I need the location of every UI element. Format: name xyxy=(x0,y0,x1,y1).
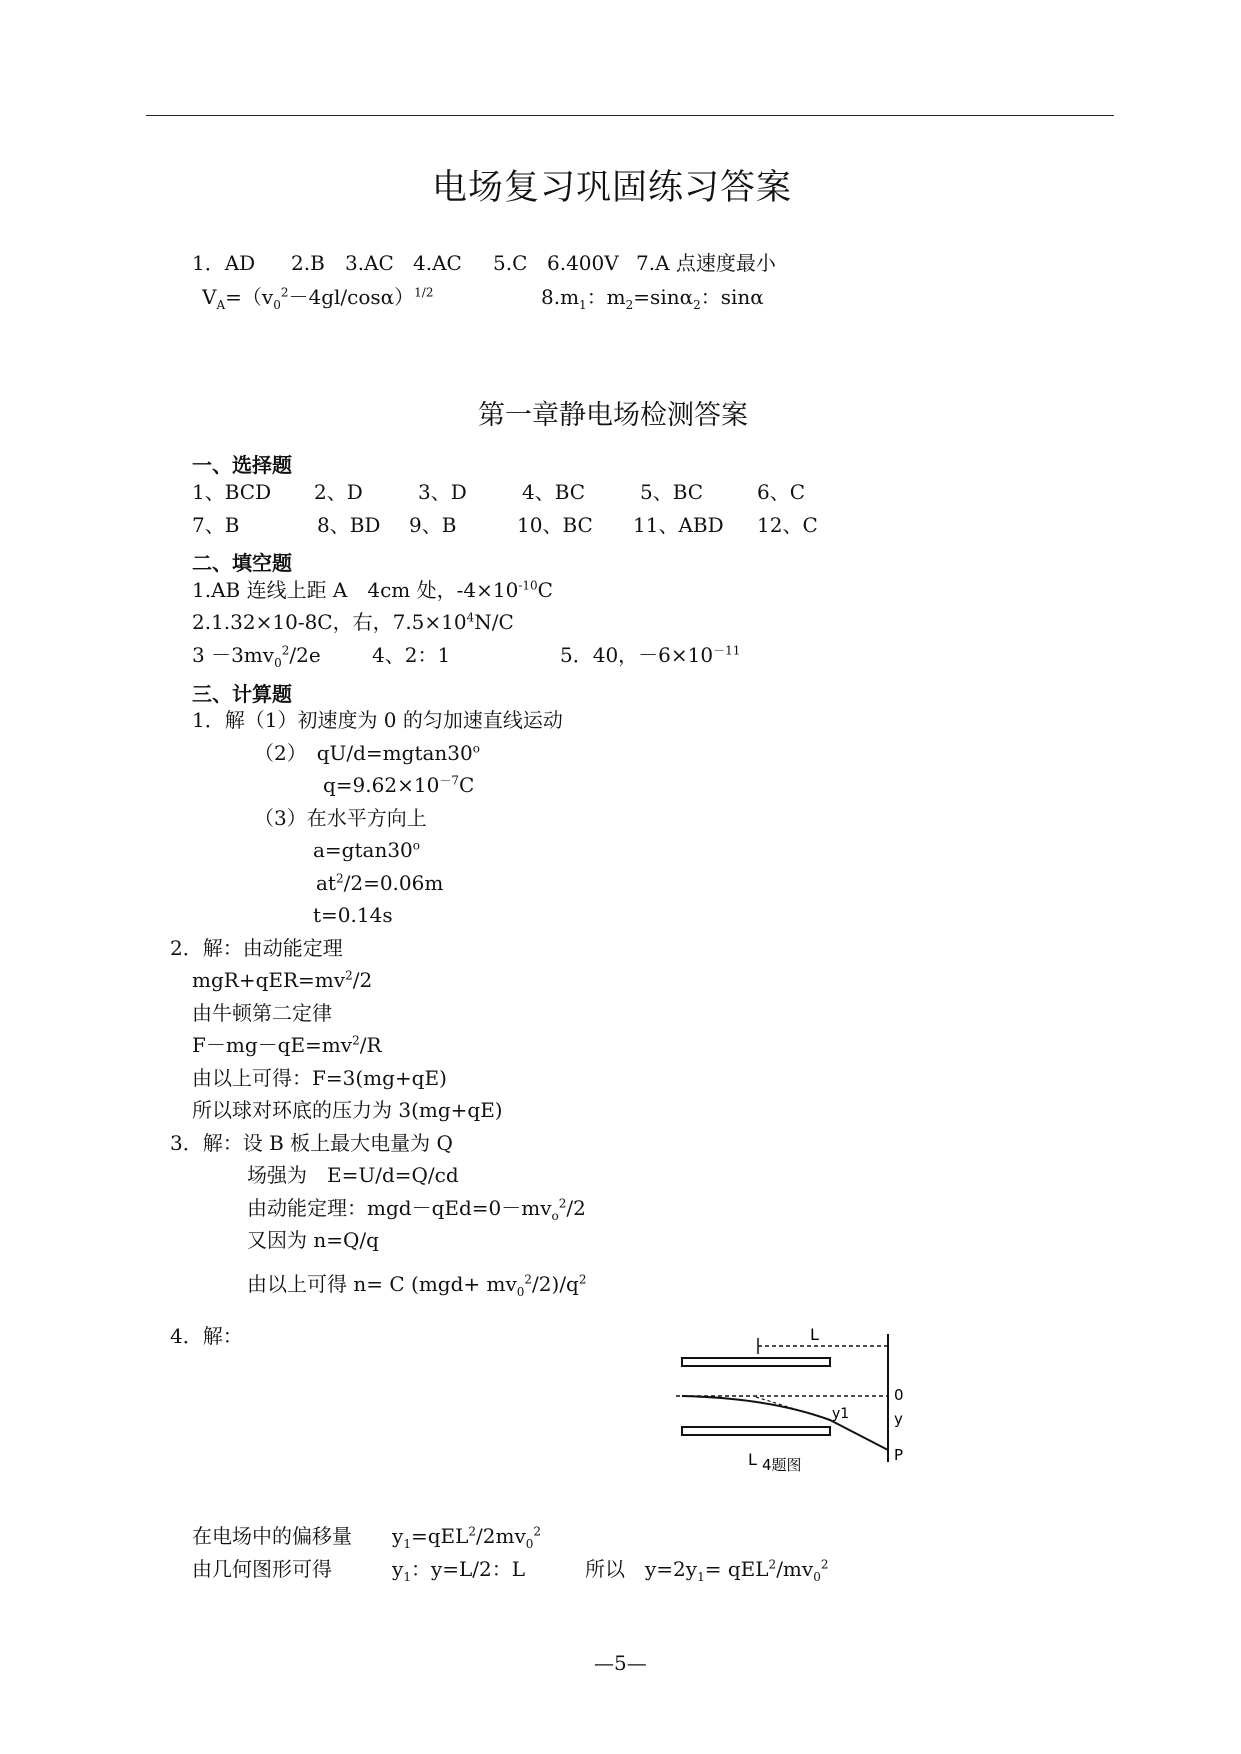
section-fill-heading: 二、填空题 xyxy=(192,551,292,575)
page-number: —5— xyxy=(594,1651,647,1675)
calc-1-line: （3）在水平方向上 xyxy=(254,806,427,830)
choice-answer: 7、B xyxy=(192,513,240,537)
choice-answer: 3、D xyxy=(418,480,467,504)
upper-plate xyxy=(682,1358,830,1366)
section-choice-heading: 一、选择题 xyxy=(192,453,292,477)
choice-answer: 11、ABD xyxy=(633,513,724,537)
review-answer-1: 1．AD xyxy=(192,251,256,275)
calc-4-line: 由几何图形可得 $y_1$：y=L/2：L xyxy=(192,1557,526,1584)
lower-plate xyxy=(682,1427,830,1435)
review-answer-2: 2.B xyxy=(291,251,325,275)
calc-2-line: 所以球对环底的压力为 3(mg+qE) xyxy=(192,1098,503,1122)
top-rule xyxy=(146,115,1114,116)
choice-answer: 4、BC xyxy=(522,480,586,504)
calc-4-line: 在电场中的偏移量 $y_1=qEL^2/2mv_0^2$ xyxy=(192,1524,542,1551)
review-answer-va: $V_A=(v_0^2-4gl/\cos\alpha)^{1/2}$ xyxy=(202,285,434,312)
label-y1: y1 xyxy=(832,1406,850,1422)
choice-answer: 2、D xyxy=(314,480,363,504)
label-y: y xyxy=(894,1410,903,1428)
calc-2-line: 由牛顿第二定律 xyxy=(192,1001,332,1025)
fill-answer-2: 2.1.32×10-8C，右，$7.5\times 10^4N/C$ xyxy=(192,610,514,634)
section-calc-heading: 三、计算题 xyxy=(192,682,292,706)
choice-answer: 9、B xyxy=(409,513,457,537)
label-L-bottom: L xyxy=(748,1450,757,1469)
calc-3-line: 又因为 n=Q/q xyxy=(247,1228,379,1252)
choice-answer: 1、BCD xyxy=(192,480,272,504)
review-answer-7: 7.A 点速度最小 xyxy=(636,251,776,275)
choice-answer: 5、BC xyxy=(640,480,704,504)
review-answer-3: 3.AC xyxy=(345,251,394,275)
trajectory-curve xyxy=(682,1396,888,1450)
label-0: 0 xyxy=(894,1386,904,1404)
label-L-top: L xyxy=(810,1325,819,1344)
review-answer-5: 5.C xyxy=(493,251,528,275)
calc-1-line: $at^2/2=0.06m$ xyxy=(316,871,444,895)
calc-2-line: 由以上可得：F=3(mg+qE) xyxy=(192,1066,447,1090)
fill-answer-5: 5．40，$-6\times 10^{-11}$ xyxy=(560,643,741,667)
fill-answer-4: 4、2：1 xyxy=(372,643,451,667)
fill-answer-1: 1.AB 连线上距 A 4cm 处，$-4\times 10^{-10}C$ xyxy=(192,578,553,602)
calc-3-line: 由以上可得 n= C $(mgd+ mv_0^2/2)/q^2$ xyxy=(247,1272,587,1299)
page-title: 电场复习巩固练习答案 xyxy=(432,168,793,208)
calc-1-line: t=0.14s xyxy=(313,903,393,927)
review-answer-4: 4.AC xyxy=(413,251,462,275)
review-answer-6: 6.400V xyxy=(547,251,619,275)
calc-4-line: 所以 $y=2y_1= qEL^2/mv_0^2$ xyxy=(585,1557,829,1584)
calc-2-line: $F-mg-qE=mv^2/R$ xyxy=(192,1033,382,1057)
deflection-figure xyxy=(670,1320,920,1495)
calc-3-line: 场强为 E=U/d=Q/cd xyxy=(247,1163,459,1187)
choice-answer: 8、BD xyxy=(317,513,381,537)
calc-4-line: 4．解： xyxy=(170,1324,243,1348)
chapter-title: 第一章静电场检测答案 xyxy=(478,400,748,431)
calc-1-line: $a=gtan30^o$ xyxy=(313,838,421,862)
calc-3-line: 3．解：设 B 板上最大电量为 Q xyxy=(170,1131,453,1155)
calc-1-line: 1．解（1）初速度为 0 的匀加速直线运动 xyxy=(192,708,563,732)
calc-3-line: 由动能定理：$mgd-qEd=0-mv_o^2/2$ xyxy=(247,1196,586,1223)
calc-1-line: $q=9.62\times 10^{-7}C$ xyxy=(323,773,475,797)
choice-answer: 12、C xyxy=(757,513,818,537)
label-P: P xyxy=(894,1446,904,1464)
choice-answer: 10、BC xyxy=(517,513,593,537)
fill-answer-3: $3 -3mv_0^2/2e$ xyxy=(192,643,321,670)
calc-2-line: 2．解：由动能定理 xyxy=(170,936,343,960)
review-answer-8: $8.m_1$：$m_2=\sin\alpha_2$：sinα xyxy=(541,285,764,312)
calc-2-line: $mgR+qER=mv^2/2$ xyxy=(192,968,373,992)
figure-caption: 4题图 xyxy=(762,1456,802,1474)
calc-1-line: （2） $qU/d=mgtan30^o$ xyxy=(254,741,480,765)
choice-answer: 6、C xyxy=(757,480,806,504)
